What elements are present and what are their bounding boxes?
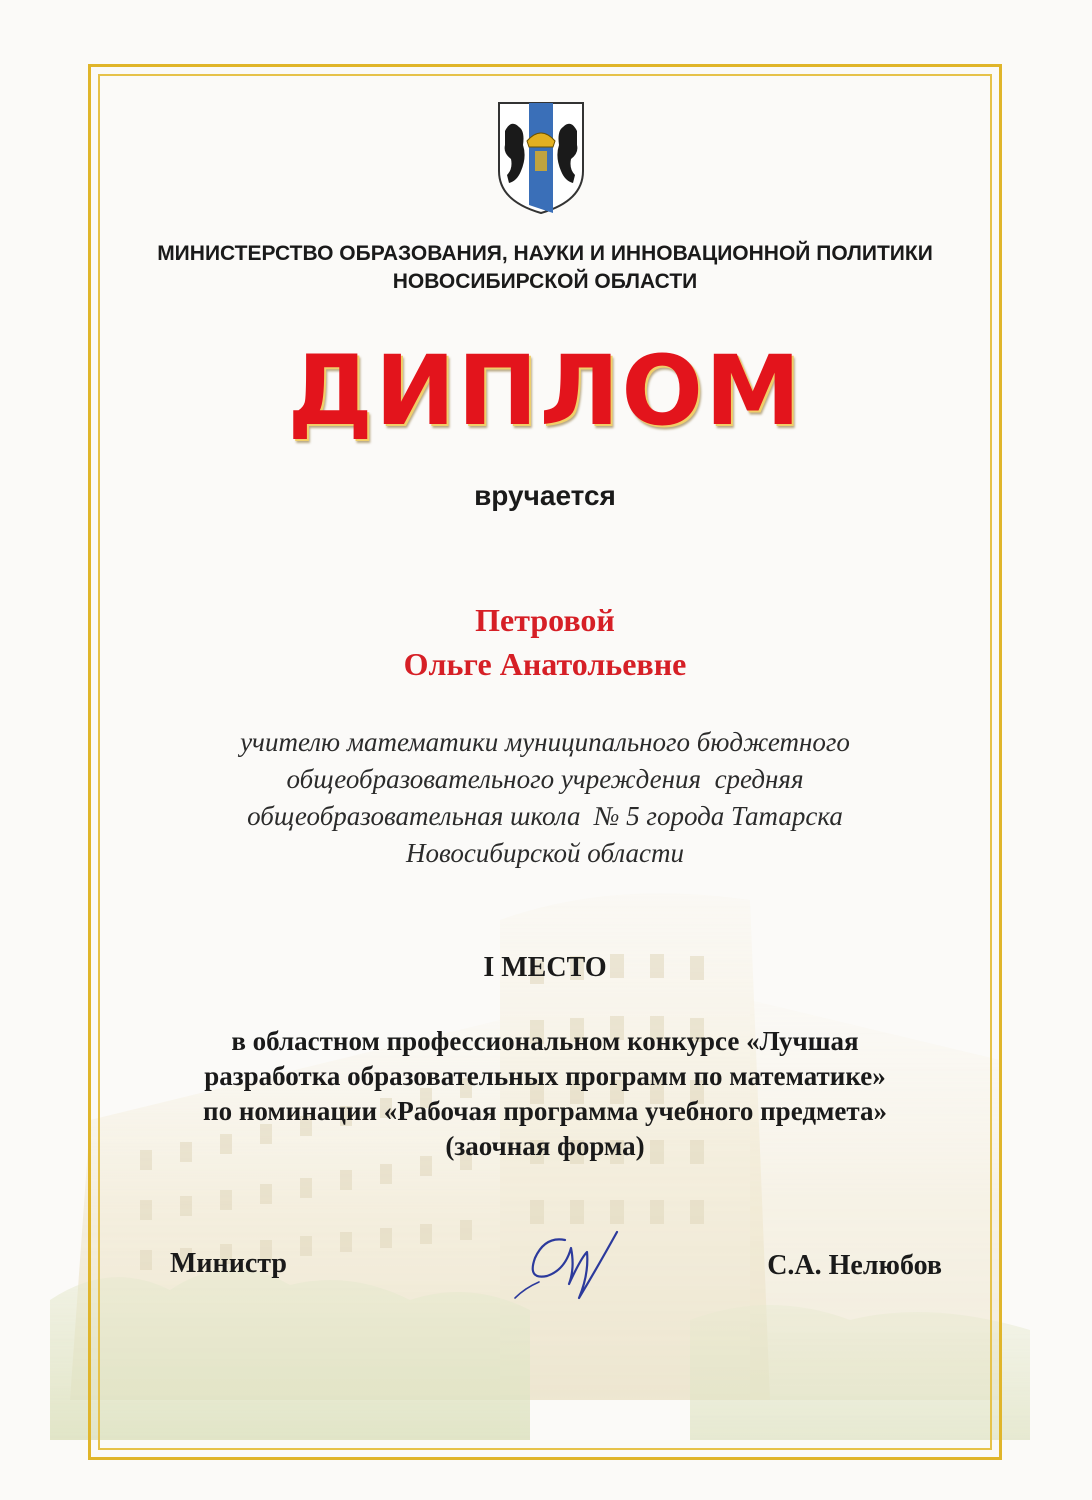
- position-line-1: учителю математики муниципального бюджетного: [240, 727, 850, 757]
- signer-title: Министр: [170, 1248, 287, 1279]
- handwritten-signature: [505, 1218, 635, 1308]
- position-line-4: Новосибирской области: [406, 838, 684, 868]
- recipient-given-names: Ольге Анатольевне: [403, 646, 687, 682]
- signer-name: С.А. Нелюбов: [767, 1250, 942, 1281]
- place-award: I МЕСТО: [483, 952, 607, 983]
- contest-line-3: по номинации «Рабочая программа учебного предмета»: [203, 1096, 887, 1126]
- recipient-surname: Петровой: [475, 602, 615, 638]
- contest-line-1: в областном профессиональном конкурсе «Лучшая: [231, 1026, 859, 1056]
- position-line-2: общеобразовательного учреждения средняя: [286, 764, 804, 794]
- contest-line-4: (заочная форма): [445, 1131, 645, 1161]
- ministry-line-2: НОВОСИБИРСКОЙ ОБЛАСТИ: [392, 270, 698, 293]
- recipient-name: [100, 598, 990, 686]
- position-line-3: общеобразовательная школа № 5 города Татарска: [247, 801, 843, 831]
- contest-description: [100, 1024, 990, 1164]
- awarded-label: вручается: [474, 480, 616, 511]
- ministry-heading: [100, 240, 990, 296]
- recipient-position: [100, 724, 990, 872]
- novosibirsk-coat-of-arms-icon: [497, 101, 585, 215]
- contest-line-2: разработка образовательных программ по математике»: [204, 1061, 886, 1091]
- ministry-line-1: МИНИСТЕРСТВО ОБРАЗОВАНИЯ, НАУКИ И ИННОВАЦИОННОЙ ПОЛИТИКИ: [157, 242, 933, 265]
- diploma-title: ДИПЛОМ: [287, 335, 803, 447]
